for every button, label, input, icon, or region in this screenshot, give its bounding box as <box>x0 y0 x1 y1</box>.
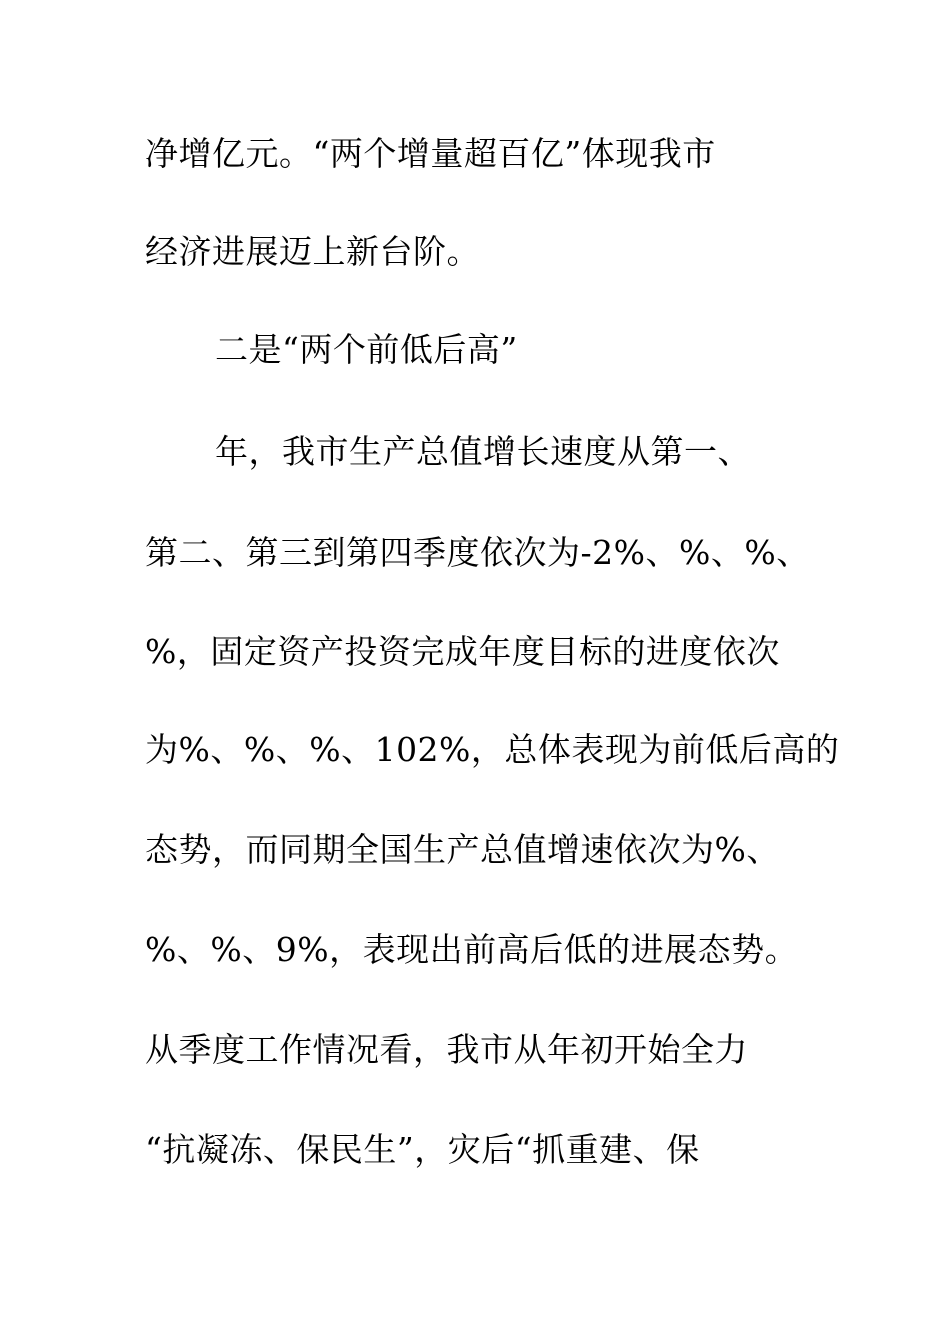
paragraph-line: 第二、第三到第四季度依次为-2%、%、%、 <box>145 533 810 572</box>
paragraph-line: 年，我市生产总值增长速度从第一、 <box>215 432 751 471</box>
paragraph-line: 为%、%、%、102%，总体表现为前低后高的 <box>145 730 840 769</box>
section-heading: 二是“两个前低后高” <box>215 330 518 369</box>
paragraph-line: “抗凝冻、保民生”，灾后“抓重建、保 <box>145 1130 700 1169</box>
paragraph-line: 净增亿元。“两个增量超百亿”体现我市 <box>145 134 716 173</box>
paragraph-line: 态势，而同期全国生产总值增速依次为%、 <box>145 830 780 869</box>
paragraph-line: %、%、9%，表现出前高后低的进展态势。 <box>145 930 799 969</box>
paragraph-line: %，固定资产投资完成年度目标的进度依次 <box>145 632 780 671</box>
paragraph-line: 经济进展迈上新台阶。 <box>145 232 480 271</box>
paragraph-line: 从季度工作情况看，我市从年初开始全力 <box>145 1030 748 1069</box>
